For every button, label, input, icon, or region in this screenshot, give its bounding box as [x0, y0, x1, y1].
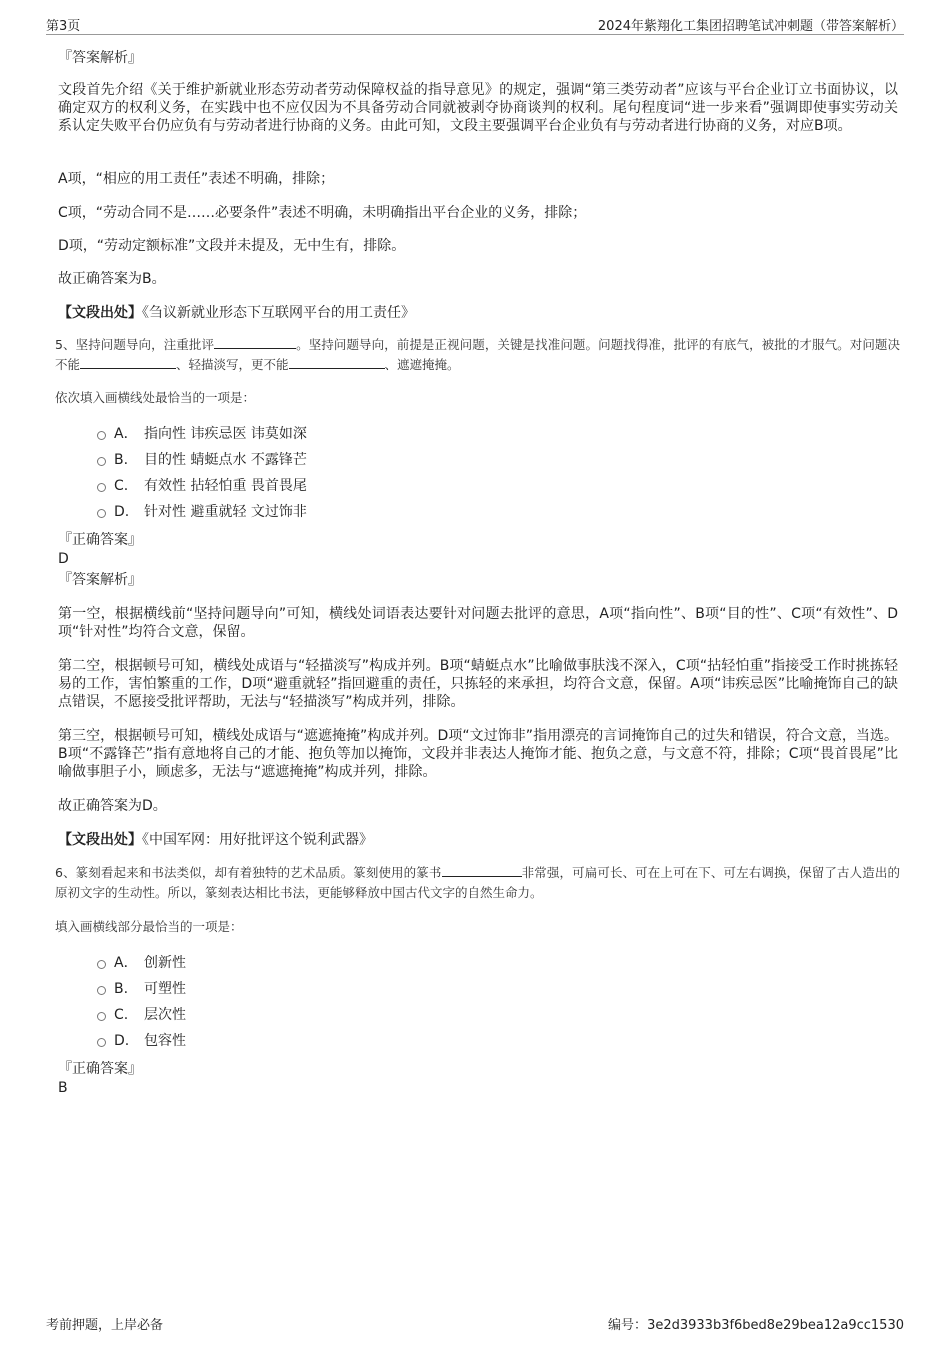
q6-answer: B	[58, 1080, 68, 1096]
option-letter: A．	[114, 955, 138, 971]
q5-blank-3	[289, 356, 385, 369]
option-letter: C.	[114, 478, 129, 494]
q5-source-text: 《中国军网：用好批评这个锐利武器》	[142, 832, 373, 848]
q4-source	[58, 304, 415, 322]
q5-option-c[interactable]	[97, 476, 307, 496]
q4-analysis-option-a: A项，“相应的用工责任”表述不明确，排除；	[58, 171, 335, 187]
option-text: 层次性	[144, 1007, 186, 1023]
option-text: 指向性 讳疾忌医 讳莫如深	[144, 426, 307, 442]
q5-prompt: 依次填入画横线处最恰当的一项是：	[55, 390, 256, 405]
q5-stem-part4: 、遮遮掩掩。	[384, 357, 460, 372]
q6-prompt: 填入画横线部分最恰当的一项是：	[55, 919, 243, 934]
q6-stem	[55, 863, 900, 903]
option-letter: D.	[114, 1033, 130, 1049]
page-header	[46, 14, 904, 35]
q5-analysis-blank-2: 第二空，根据顿号可知，横线处成语与“轻描淡写”构成并列。B项“蜻蜓点水”比喻做事肤浅不深入，C项“拈轻怕重”指接受工作时挑拣轻易的工作，害怕繁重的工作，D项“避重就轻”指回避重的责任，只拣轻的来承担，均符合文意，保留。A项“讳疾忌医”比喻掩饰自己的缺点错误，不愿接受批评帮助，无法与“轻描淡写”构成并列，排除。	[58, 658, 898, 710]
option-text: 包容性	[144, 1033, 186, 1049]
radio-icon[interactable]	[97, 960, 106, 969]
q6-blank	[442, 864, 522, 877]
radio-icon[interactable]	[97, 509, 106, 518]
footer-slogan: 考前押题，上岸必备	[46, 1318, 164, 1333]
q5-blank-2	[80, 356, 176, 369]
option-letter: A．	[114, 426, 138, 442]
q6-option-b[interactable]	[97, 979, 186, 999]
q6-answer-tag: 『正确答案』	[58, 1061, 142, 1077]
page-footer	[46, 1314, 904, 1332]
q6-option-a[interactable]	[97, 953, 186, 973]
option-letter: D.	[114, 504, 130, 520]
q5-stem-part2: 。坚持问题导向，前提是正视问题，关键是找准问题。问题找得准，批评的有底气，被批的才服气。对问题决不能	[55, 337, 900, 372]
q4-analysis-paragraph: 文段首先介绍《关于维护新就业形态劳动者劳动保障权益的指导意见》的规定，强调“第三类劳动者”应该与平台企业订立书面协议，以确定双方的权利义务，在实践中也不应仅因为不具备劳动合同就被剥夺协商谈判的权利。尾句程度词“进一步来看”强调即使事实劳动关系认定失败平台仍应负有与劳动者进行协商的义务。由此可知，文段主要强调平台企业负有与劳动者进行协商的义务，对应B项。	[58, 82, 898, 134]
q5-source-label: 【文段出处】	[58, 832, 142, 848]
q4-source-text: 《刍议新就业形态下互联网平台的用工责任》	[142, 305, 415, 321]
option-text: 有效性 拈轻怕重 畏首畏尾	[144, 478, 307, 494]
option-letter: B.	[114, 981, 129, 997]
q5-analysis-tag: 『答案解析』	[58, 572, 142, 588]
q6-stem-part2: 非常强，可扁可长、可在上可在下、可左右调换，保留了古人造出的原初文字的生动性。所以，篆刻表达相比书法，更能够释放中国古代文字的自然生命力。	[55, 865, 900, 900]
q5-stem-part3: 、轻描淡写，更不能	[176, 357, 289, 372]
footer-id-label: 编号：	[608, 1318, 648, 1333]
q5-analysis-blank-1: 第一空，根据横线前“坚持问题导向”可知，横线处词语表达要针对问题去批评的意思，A项“指向性”、B项“目的性”、C项“有效性”、D项“针对性”均符合文意，保留。	[58, 606, 898, 640]
option-text: 目的性 蜻蜓点水 不露锋芒	[144, 452, 307, 468]
q6-stem-part1: 6、篆刻看起来和书法类似，却有着独特的艺术品质。篆刻使用的篆书	[55, 865, 442, 880]
q4-conclusion: 故正确答案为B。	[58, 271, 166, 287]
option-letter: B.	[114, 452, 129, 468]
option-text: 可塑性	[144, 981, 186, 997]
q5-option-b[interactable]	[97, 450, 307, 470]
footer-id	[608, 1314, 904, 1333]
option-text: 针对性 避重就轻 文过饰非	[144, 504, 307, 520]
radio-icon[interactable]	[97, 431, 106, 440]
radio-icon[interactable]	[97, 457, 106, 466]
radio-icon[interactable]	[97, 986, 106, 995]
q6-option-d[interactable]	[97, 1031, 186, 1051]
page-number: 第3页	[46, 19, 81, 34]
q4-analysis-option-d: D项，“劳动定额标准”文段并未提及，无中生有，排除。	[58, 238, 406, 254]
q5-option-d[interactable]	[97, 502, 307, 522]
footer-id-value: 3e2d3933b3f6bed8e29bea12a9cc1530	[647, 1318, 904, 1333]
q4-analysis-option-c: C项，“劳动合同不是……必要条件”表述不明确，未明确指出平台企业的义务，排除；	[58, 205, 587, 221]
q5-conclusion: 故正确答案为D。	[58, 798, 167, 814]
q5-blank-1	[214, 336, 296, 349]
q5-option-a[interactable]	[97, 424, 307, 444]
document-title: 2024年紫翔化工集团招聘笔试冲刺题（带答案解析）	[597, 19, 904, 34]
q5-source	[58, 831, 373, 849]
option-text: 创新性	[144, 955, 186, 971]
q5-stem	[55, 335, 900, 375]
q5-answer-tag: 『正确答案』	[58, 532, 142, 548]
radio-icon[interactable]	[97, 483, 106, 492]
q5-stem-part1: 5、坚持问题导向，注重批评	[55, 337, 215, 352]
q5-analysis-blank-3: 第三空，根据顿号可知，横线处成语与“遮遮掩掩”构成并列。D项“文过饰非”指用漂亮的言词掩饰自己的过失和错误，符合文意，当选。B项“不露锋芒”指有意地将自己的才能、抱负等加以掩饰，文段并非表达人掩饰才能、抱负之意，与文意不符，排除；C项“畏首畏尾”比喻做事胆子小，顾虑多，无法与“遮遮掩掩”构成并列，排除。	[58, 728, 898, 780]
option-letter: C.	[114, 1007, 129, 1023]
q4-analysis-tag: 『答案解析』	[58, 50, 142, 66]
q6-option-c[interactable]	[97, 1005, 186, 1025]
radio-icon[interactable]	[97, 1038, 106, 1047]
radio-icon[interactable]	[97, 1012, 106, 1021]
q5-answer: D	[58, 551, 69, 567]
q4-source-label: 【文段出处】	[58, 305, 142, 321]
